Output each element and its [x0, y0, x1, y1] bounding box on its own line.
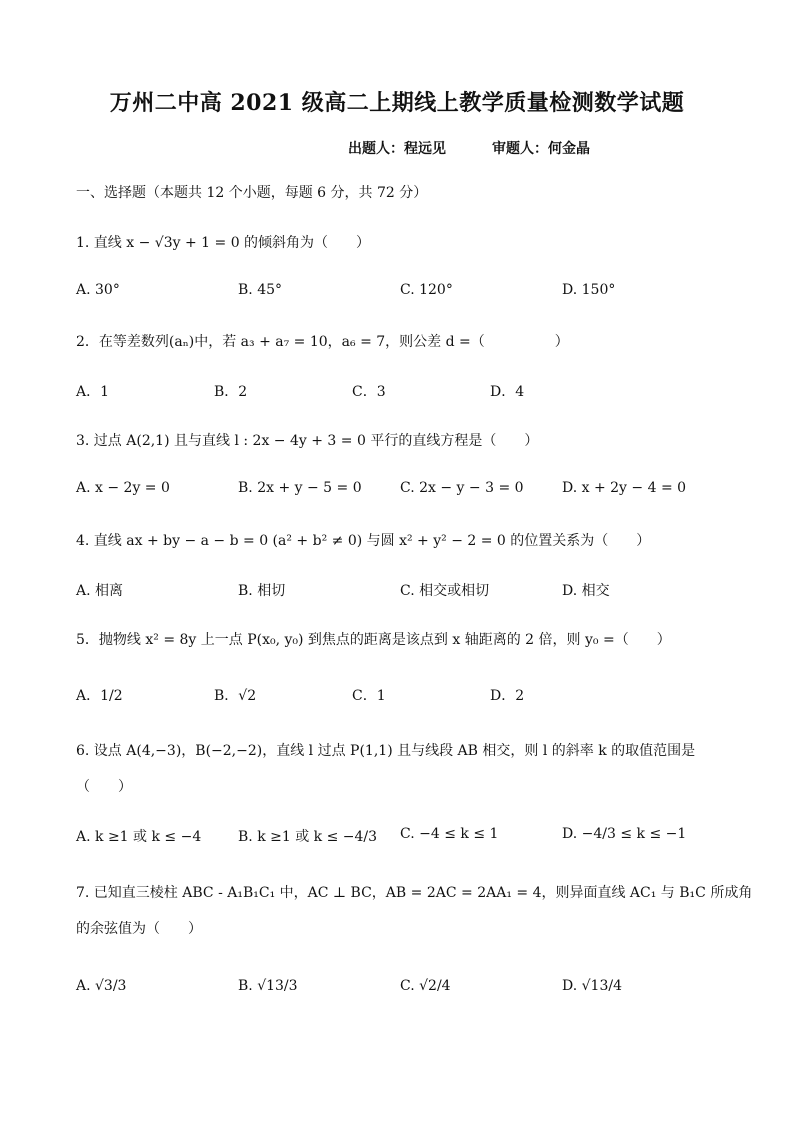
q5-option-c: C．1: [352, 688, 386, 704]
exam-title: 万州二中高 2021 级高二上期线上教学质量检测数学试题: [109, 90, 685, 116]
section-heading: 一、选择题（本题共 12 个小题，每题 6 分，共 72 分）: [76, 185, 428, 201]
question-1-stem: 1. 直线 x − √3y + 1 = 0 的倾斜角为（ ）: [76, 235, 371, 251]
question-3-stem: 3. 过点 A(2,1) 且与直线 l : 2x − 4y + 3 = 0 平行的直线方程是（ ）: [76, 433, 539, 449]
q7-option-c: C. √2/4: [400, 978, 451, 994]
q4-option-b: B. 相切: [238, 583, 286, 599]
q7-option-b: B. √13/3: [238, 978, 298, 994]
question-2-stem: 2．在等差数列(aₙ)中，若 a₃ + a₇ = 10，a₆ = 7，则公差 d =（ ）: [76, 334, 569, 350]
q2-option-c: C．3: [352, 384, 386, 400]
q7-option-d: D. √13/4: [562, 978, 622, 994]
q1-option-d: D. 150°: [562, 282, 616, 298]
q6-option-c: C. −4 ≤ k ≤ 1: [400, 826, 499, 842]
question-7-stem-cont: 的余弦值为（ ）: [76, 921, 202, 937]
question-6-stem-cont: （ ）: [76, 779, 132, 795]
q5-option-b: B．√2: [214, 688, 257, 704]
question-5-stem: 5．抛物线 x² = 8y 上一点 P(x₀, y₀) 到焦点的距离是该点到 x 轴距离的 2 倍，则 y₀ =（ ）: [76, 632, 671, 648]
q4-option-c: C. 相交或相切: [400, 583, 490, 599]
q3-option-c: C. 2x − y − 3 = 0: [400, 480, 524, 496]
q3-option-b: B. 2x + y − 5 = 0: [238, 480, 362, 496]
q6-option-d: D. −4/3 ≤ k ≤ −1: [562, 826, 687, 842]
q5-option-d: D．2: [490, 688, 525, 704]
question-6-stem: 6. 设点 A(4,−3)，B(−2,−2)，直线 l 过点 P(1,1) 且与线段 AB 相交，则 l 的斜率 k 的取值范围是: [76, 743, 696, 759]
q4-option-a: A. 相离: [76, 583, 124, 599]
question-7-stem: 7. 已知直三棱柱 ABC - A₁B₁C₁ 中，AC ⊥ BC，AB = 2AC = 2AA₁ = 4，则异面直线 AC₁ 与 B₁C 所成角: [76, 885, 753, 901]
question-setter: 出题人：程远见: [348, 141, 446, 157]
q7-option-a: A. √3/3: [76, 978, 127, 994]
question-4-stem: 4. 直线 ax + by − a − b = 0 (a² + b² ≠ 0) 与圆 x² + y² − 2 = 0 的位置关系为（ ）: [76, 533, 651, 549]
q1-option-b: B. 45°: [238, 282, 283, 298]
q4-option-d: D. 相交: [562, 583, 610, 599]
q6-option-a: A. k ≥1 或 k ≤ −4: [76, 829, 202, 845]
q3-option-a: A. x − 2y = 0: [76, 480, 170, 496]
q1-option-c: C. 120°: [400, 282, 453, 298]
q2-option-d: D．4: [490, 384, 525, 400]
question-reviewer: 审题人：何金晶: [492, 141, 590, 157]
q2-option-b: B．2: [214, 384, 248, 400]
q2-option-a: A．1: [76, 384, 110, 400]
q5-option-a: A．1/2: [76, 688, 123, 704]
q6-option-b: B. k ≥1 或 k ≤ −4/3: [238, 829, 378, 845]
q3-option-d: D. x + 2y − 4 = 0: [562, 480, 687, 496]
authors-line: [348, 138, 590, 158]
q1-option-a: A. 30°: [76, 282, 120, 298]
